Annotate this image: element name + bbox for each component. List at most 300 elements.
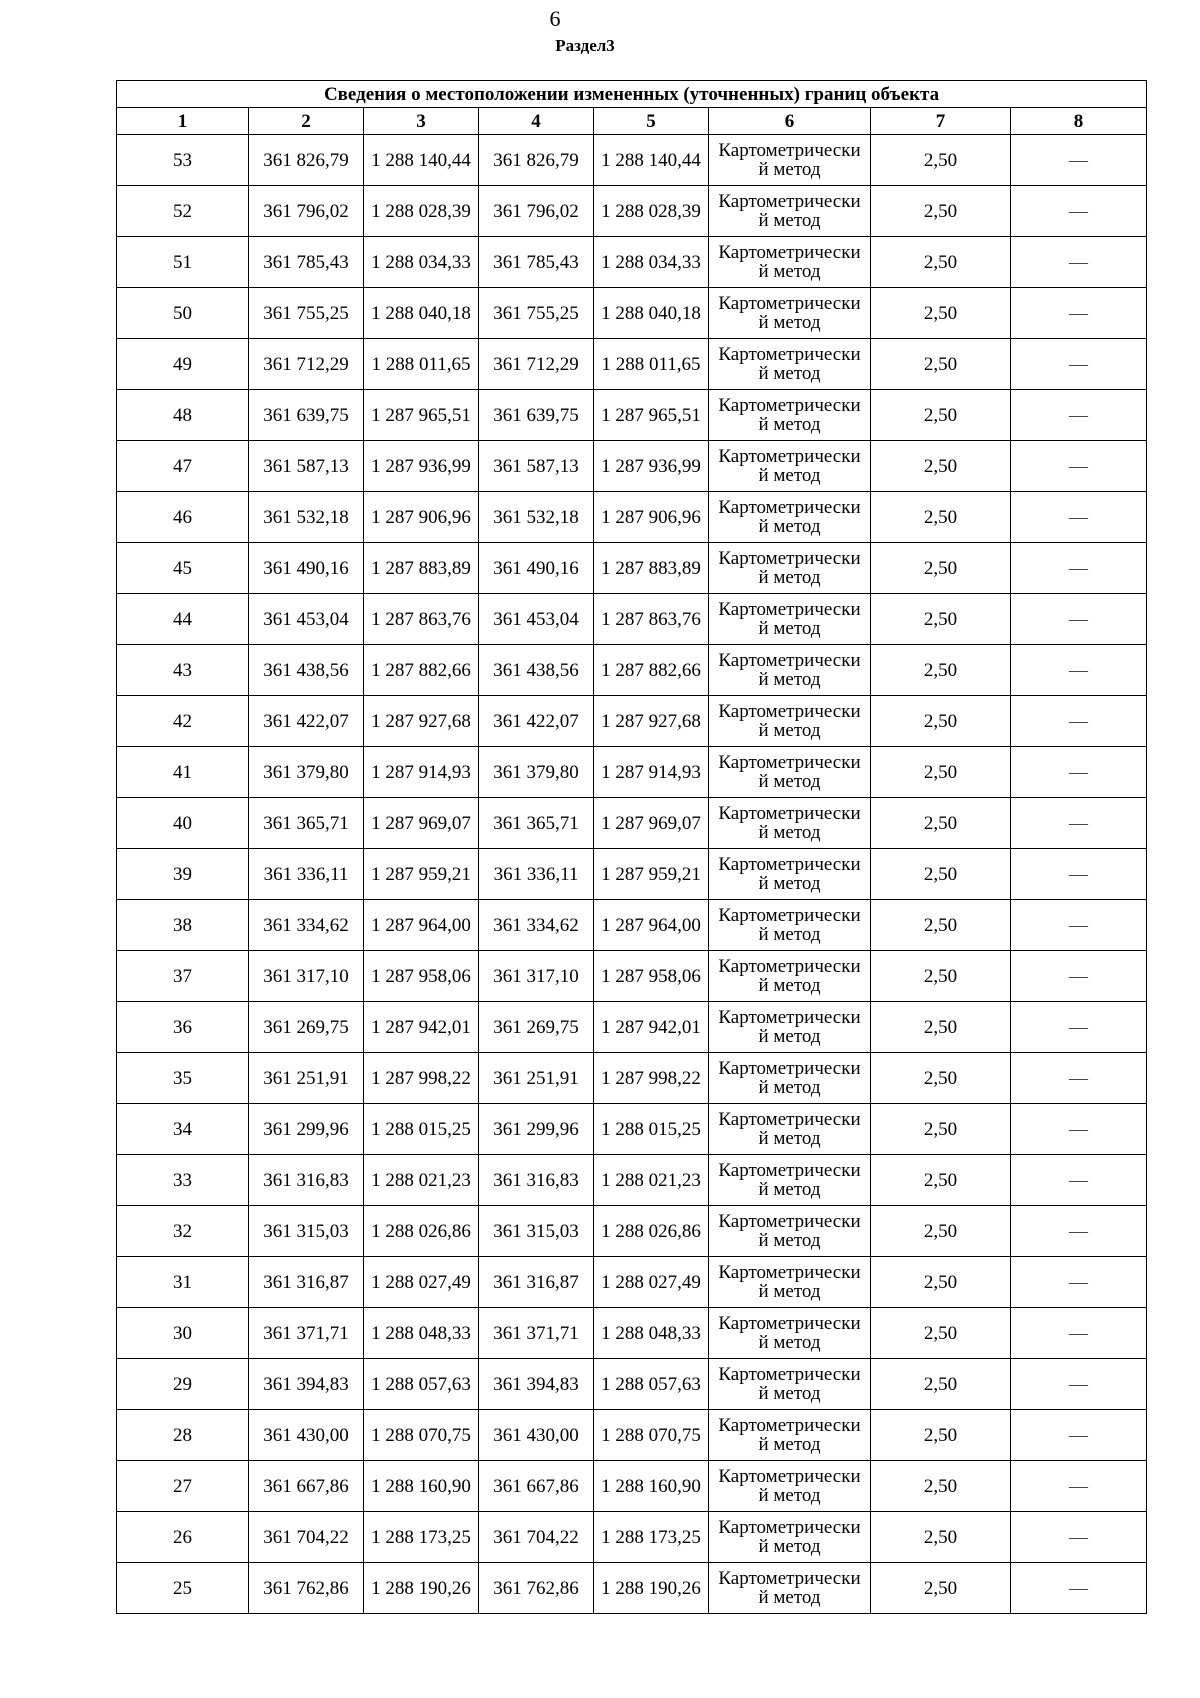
x-refined-cell: 361 796,02 xyxy=(479,186,594,237)
accuracy-cell: 2,50 xyxy=(871,1410,1011,1461)
method-cell xyxy=(709,390,871,441)
y-refined-cell: 1 288 021,23 xyxy=(594,1155,709,1206)
note-cell: — xyxy=(1011,747,1147,798)
method-line-1: Картометрически xyxy=(718,1211,861,1232)
y-existing-cell: 1 288 026,86 xyxy=(364,1206,479,1257)
point-number-cell: 36 xyxy=(117,1002,249,1053)
column-number: 4 xyxy=(479,108,594,135)
note-cell: — xyxy=(1011,288,1147,339)
note-cell: — xyxy=(1011,1359,1147,1410)
y-existing-cell: 1 288 034,33 xyxy=(364,237,479,288)
method-line-2: й метод xyxy=(758,516,821,537)
note-cell: — xyxy=(1011,543,1147,594)
method-line-2: й метод xyxy=(758,873,821,894)
accuracy-cell: 2,50 xyxy=(871,1257,1011,1308)
point-number-cell: 44 xyxy=(117,594,249,645)
column-number: 3 xyxy=(364,108,479,135)
x-existing-cell: 361 422,07 xyxy=(249,696,364,747)
table-row xyxy=(117,492,1147,543)
x-existing-cell: 361 785,43 xyxy=(249,237,364,288)
accuracy-cell: 2,50 xyxy=(871,492,1011,543)
table-caption: Сведения о местоположении измененных (уточненных) границ объекта xyxy=(117,81,1147,108)
note-cell: — xyxy=(1011,645,1147,696)
method-cell xyxy=(709,135,871,186)
column-number: 7 xyxy=(871,108,1011,135)
y-existing-cell: 1 287 958,06 xyxy=(364,951,479,1002)
accuracy-cell: 2,50 xyxy=(871,798,1011,849)
method-line-2: й метод xyxy=(758,1332,821,1353)
method-line-1: Картометрически xyxy=(718,1415,861,1436)
table-row xyxy=(117,849,1147,900)
method-line-2: й метод xyxy=(758,567,821,588)
table-row xyxy=(117,951,1147,1002)
note-cell: — xyxy=(1011,1104,1147,1155)
method-line-1: Картометрически xyxy=(718,242,861,263)
y-refined-cell: 1 287 882,66 xyxy=(594,645,709,696)
y-existing-cell: 1 288 160,90 xyxy=(364,1461,479,1512)
point-number-cell: 35 xyxy=(117,1053,249,1104)
y-refined-cell: 1 288 190,26 xyxy=(594,1563,709,1614)
method-line-2: й метод xyxy=(758,261,821,282)
method-cell xyxy=(709,594,871,645)
y-refined-cell: 1 288 057,63 xyxy=(594,1359,709,1410)
x-existing-cell: 361 453,04 xyxy=(249,594,364,645)
method-line-2: й метод xyxy=(758,465,821,486)
method-line-2: й метод xyxy=(758,975,821,996)
x-refined-cell: 361 269,75 xyxy=(479,1002,594,1053)
x-refined-cell: 361 422,07 xyxy=(479,696,594,747)
y-existing-cell: 1 287 969,07 xyxy=(364,798,479,849)
table-row xyxy=(117,1206,1147,1257)
y-existing-cell: 1 287 883,89 xyxy=(364,543,479,594)
point-number-cell: 42 xyxy=(117,696,249,747)
method-cell xyxy=(709,1104,871,1155)
table-row xyxy=(117,543,1147,594)
method-line-1: Картометрически xyxy=(718,599,861,620)
y-existing-cell: 1 287 882,66 xyxy=(364,645,479,696)
note-cell: — xyxy=(1011,390,1147,441)
x-existing-cell: 361 762,86 xyxy=(249,1563,364,1614)
x-refined-cell: 361 639,75 xyxy=(479,390,594,441)
method-cell xyxy=(709,441,871,492)
accuracy-cell: 2,50 xyxy=(871,1002,1011,1053)
accuracy-cell: 2,50 xyxy=(871,339,1011,390)
method-line-2: й метод xyxy=(758,1485,821,1506)
method-line-1: Картометрически xyxy=(718,1109,861,1130)
point-number-cell: 28 xyxy=(117,1410,249,1461)
accuracy-cell: 2,50 xyxy=(871,1308,1011,1359)
method-line-1: Картометрически xyxy=(718,1262,861,1283)
y-refined-cell: 1 287 863,76 xyxy=(594,594,709,645)
accuracy-cell: 2,50 xyxy=(871,1053,1011,1104)
table-row xyxy=(117,135,1147,186)
y-refined-cell: 1 288 160,90 xyxy=(594,1461,709,1512)
y-refined-cell: 1 287 883,89 xyxy=(594,543,709,594)
method-cell xyxy=(709,645,871,696)
note-cell: — xyxy=(1011,951,1147,1002)
x-refined-cell: 361 299,96 xyxy=(479,1104,594,1155)
x-refined-cell: 361 317,10 xyxy=(479,951,594,1002)
x-refined-cell: 361 453,04 xyxy=(479,594,594,645)
y-existing-cell: 1 288 027,49 xyxy=(364,1257,479,1308)
table-row xyxy=(117,1410,1147,1461)
method-cell xyxy=(709,849,871,900)
x-existing-cell: 361 316,87 xyxy=(249,1257,364,1308)
x-refined-cell: 361 704,22 xyxy=(479,1512,594,1563)
accuracy-cell: 2,50 xyxy=(871,186,1011,237)
y-refined-cell: 1 287 964,00 xyxy=(594,900,709,951)
x-existing-cell: 361 430,00 xyxy=(249,1410,364,1461)
y-refined-cell: 1 288 015,25 xyxy=(594,1104,709,1155)
table-row xyxy=(117,390,1147,441)
y-refined-cell: 1 287 927,68 xyxy=(594,696,709,747)
y-existing-cell: 1 288 040,18 xyxy=(364,288,479,339)
point-number-cell: 37 xyxy=(117,951,249,1002)
x-existing-cell: 361 365,71 xyxy=(249,798,364,849)
table-row xyxy=(117,288,1147,339)
table-row xyxy=(117,1359,1147,1410)
y-refined-cell: 1 288 027,49 xyxy=(594,1257,709,1308)
table-row xyxy=(117,645,1147,696)
x-existing-cell: 361 371,71 xyxy=(249,1308,364,1359)
y-refined-cell: 1 287 965,51 xyxy=(594,390,709,441)
x-refined-cell: 361 587,13 xyxy=(479,441,594,492)
x-existing-cell: 361 336,11 xyxy=(249,849,364,900)
method-line-1: Картометрически xyxy=(718,650,861,671)
y-existing-cell: 1 287 906,96 xyxy=(364,492,479,543)
note-cell: — xyxy=(1011,1053,1147,1104)
method-line-1: Картометрически xyxy=(718,1007,861,1028)
note-cell: — xyxy=(1011,798,1147,849)
accuracy-cell: 2,50 xyxy=(871,645,1011,696)
method-cell xyxy=(709,747,871,798)
y-refined-cell: 1 288 040,18 xyxy=(594,288,709,339)
table-row xyxy=(117,1155,1147,1206)
point-number-cell: 30 xyxy=(117,1308,249,1359)
method-cell xyxy=(709,1410,871,1461)
table-row xyxy=(117,798,1147,849)
point-number-cell: 25 xyxy=(117,1563,249,1614)
column-number: 5 xyxy=(594,108,709,135)
accuracy-cell: 2,50 xyxy=(871,1512,1011,1563)
method-cell xyxy=(709,1002,871,1053)
method-line-2: й метод xyxy=(758,1179,821,1200)
x-refined-cell: 361 251,91 xyxy=(479,1053,594,1104)
y-existing-cell: 1 287 964,00 xyxy=(364,900,479,951)
x-existing-cell: 361 796,02 xyxy=(249,186,364,237)
point-number-cell: 41 xyxy=(117,747,249,798)
point-number-cell: 40 xyxy=(117,798,249,849)
note-cell: — xyxy=(1011,339,1147,390)
x-existing-cell: 361 667,86 xyxy=(249,1461,364,1512)
y-existing-cell: 1 287 959,21 xyxy=(364,849,479,900)
table-row xyxy=(117,1308,1147,1359)
y-existing-cell: 1 287 914,93 xyxy=(364,747,479,798)
x-refined-cell: 361 379,80 xyxy=(479,747,594,798)
y-existing-cell: 1 288 057,63 xyxy=(364,1359,479,1410)
method-cell xyxy=(709,1257,871,1308)
note-cell: — xyxy=(1011,849,1147,900)
method-line-1: Картометрически xyxy=(718,497,861,518)
method-line-1: Картометрически xyxy=(718,395,861,416)
x-refined-cell: 361 438,56 xyxy=(479,645,594,696)
method-cell xyxy=(709,1155,871,1206)
x-existing-cell: 361 712,29 xyxy=(249,339,364,390)
accuracy-cell: 2,50 xyxy=(871,135,1011,186)
x-existing-cell: 361 490,16 xyxy=(249,543,364,594)
x-existing-cell: 361 316,83 xyxy=(249,1155,364,1206)
method-line-1: Картометрически xyxy=(718,1364,861,1385)
y-refined-cell: 1 288 034,33 xyxy=(594,237,709,288)
column-number-row xyxy=(117,108,1147,135)
point-number-cell: 51 xyxy=(117,237,249,288)
method-line-1: Картометрически xyxy=(718,752,861,773)
x-existing-cell: 361 587,13 xyxy=(249,441,364,492)
point-number-cell: 32 xyxy=(117,1206,249,1257)
method-cell xyxy=(709,186,871,237)
method-cell xyxy=(709,288,871,339)
method-line-2: й метод xyxy=(758,1587,821,1608)
point-number-cell: 27 xyxy=(117,1461,249,1512)
x-refined-cell: 361 316,83 xyxy=(479,1155,594,1206)
note-cell: — xyxy=(1011,900,1147,951)
y-refined-cell: 1 287 936,99 xyxy=(594,441,709,492)
table-row xyxy=(117,1257,1147,1308)
method-cell xyxy=(709,1359,871,1410)
method-line-1: Картометрически xyxy=(718,803,861,824)
point-number-cell: 46 xyxy=(117,492,249,543)
method-cell xyxy=(709,1053,871,1104)
y-existing-cell: 1 288 021,23 xyxy=(364,1155,479,1206)
table-row xyxy=(117,900,1147,951)
note-cell: — xyxy=(1011,696,1147,747)
table-row xyxy=(117,339,1147,390)
x-refined-cell: 361 315,03 xyxy=(479,1206,594,1257)
accuracy-cell: 2,50 xyxy=(871,900,1011,951)
note-cell: — xyxy=(1011,441,1147,492)
column-number: 2 xyxy=(249,108,364,135)
section-title: Раздел3 xyxy=(555,36,615,55)
y-refined-cell: 1 287 958,06 xyxy=(594,951,709,1002)
y-refined-cell: 1 287 998,22 xyxy=(594,1053,709,1104)
method-line-1: Картометрически xyxy=(718,956,861,977)
note-cell: — xyxy=(1011,1257,1147,1308)
method-line-1: Картометрически xyxy=(718,548,861,569)
method-line-2: й метод xyxy=(758,720,821,741)
y-refined-cell: 1 287 942,01 xyxy=(594,1002,709,1053)
x-refined-cell: 361 490,16 xyxy=(479,543,594,594)
y-existing-cell: 1 287 936,99 xyxy=(364,441,479,492)
point-number-cell: 33 xyxy=(117,1155,249,1206)
x-existing-cell: 361 315,03 xyxy=(249,1206,364,1257)
note-cell: — xyxy=(1011,1206,1147,1257)
method-line-2: й метод xyxy=(758,1230,821,1251)
x-refined-cell: 361 365,71 xyxy=(479,798,594,849)
x-existing-cell: 361 317,10 xyxy=(249,951,364,1002)
method-line-2: й метод xyxy=(758,363,821,384)
accuracy-cell: 2,50 xyxy=(871,288,1011,339)
accuracy-cell: 2,50 xyxy=(871,543,1011,594)
method-line-2: й метод xyxy=(758,1383,821,1404)
point-number-cell: 26 xyxy=(117,1512,249,1563)
table-row xyxy=(117,1104,1147,1155)
y-refined-cell: 1 288 011,65 xyxy=(594,339,709,390)
point-number-cell: 39 xyxy=(117,849,249,900)
method-line-1: Картометрически xyxy=(718,191,861,212)
table-row xyxy=(117,696,1147,747)
accuracy-cell: 2,50 xyxy=(871,1206,1011,1257)
method-cell xyxy=(709,1563,871,1614)
table-row xyxy=(117,237,1147,288)
accuracy-cell: 2,50 xyxy=(871,594,1011,645)
method-line-2: й метод xyxy=(758,414,821,435)
point-number-cell: 49 xyxy=(117,339,249,390)
accuracy-cell: 2,50 xyxy=(871,849,1011,900)
y-existing-cell: 1 287 942,01 xyxy=(364,1002,479,1053)
note-cell: — xyxy=(1011,1002,1147,1053)
note-cell: — xyxy=(1011,594,1147,645)
method-line-2: й метод xyxy=(758,312,821,333)
method-line-2: й метод xyxy=(758,1026,821,1047)
table-row xyxy=(117,1002,1147,1053)
x-refined-cell: 361 755,25 xyxy=(479,288,594,339)
method-line-2: й метод xyxy=(758,1536,821,1557)
x-refined-cell: 361 394,83 xyxy=(479,1359,594,1410)
point-number-cell: 43 xyxy=(117,645,249,696)
y-refined-cell: 1 287 914,93 xyxy=(594,747,709,798)
y-existing-cell: 1 288 015,25 xyxy=(364,1104,479,1155)
x-refined-cell: 361 667,86 xyxy=(479,1461,594,1512)
method-line-1: Картометрически xyxy=(718,344,861,365)
note-cell: — xyxy=(1011,1155,1147,1206)
x-existing-cell: 361 639,75 xyxy=(249,390,364,441)
note-cell: — xyxy=(1011,1308,1147,1359)
method-cell xyxy=(709,951,871,1002)
table-row xyxy=(117,747,1147,798)
note-cell: — xyxy=(1011,492,1147,543)
y-refined-cell: 1 288 140,44 xyxy=(594,135,709,186)
method-cell xyxy=(709,798,871,849)
x-refined-cell: 361 826,79 xyxy=(479,135,594,186)
x-refined-cell: 361 371,71 xyxy=(479,1308,594,1359)
point-number-cell: 47 xyxy=(117,441,249,492)
y-refined-cell: 1 287 969,07 xyxy=(594,798,709,849)
x-existing-cell: 361 269,75 xyxy=(249,1002,364,1053)
accuracy-cell: 2,50 xyxy=(871,1563,1011,1614)
x-existing-cell: 361 334,62 xyxy=(249,900,364,951)
note-cell: — xyxy=(1011,186,1147,237)
accuracy-cell: 2,50 xyxy=(871,1359,1011,1410)
y-existing-cell: 1 288 140,44 xyxy=(364,135,479,186)
y-existing-cell: 1 288 011,65 xyxy=(364,339,479,390)
x-refined-cell: 361 316,87 xyxy=(479,1257,594,1308)
point-number-cell: 45 xyxy=(117,543,249,594)
y-refined-cell: 1 287 959,21 xyxy=(594,849,709,900)
note-cell: — xyxy=(1011,1563,1147,1614)
x-existing-cell: 361 394,83 xyxy=(249,1359,364,1410)
method-cell xyxy=(709,1206,871,1257)
method-line-2: й метод xyxy=(758,618,821,639)
method-line-2: й метод xyxy=(758,669,821,690)
y-refined-cell: 1 288 026,86 xyxy=(594,1206,709,1257)
accuracy-cell: 2,50 xyxy=(871,390,1011,441)
method-line-1: Картометрически xyxy=(718,446,861,467)
y-existing-cell: 1 287 998,22 xyxy=(364,1053,479,1104)
accuracy-cell: 2,50 xyxy=(871,1104,1011,1155)
point-number-cell: 52 xyxy=(117,186,249,237)
column-number: 1 xyxy=(117,108,249,135)
method-cell xyxy=(709,1512,871,1563)
table-body xyxy=(117,135,1147,1614)
y-existing-cell: 1 288 048,33 xyxy=(364,1308,479,1359)
column-number: 6 xyxy=(709,108,871,135)
column-number: 8 xyxy=(1011,108,1147,135)
note-cell: — xyxy=(1011,1512,1147,1563)
note-cell: — xyxy=(1011,1410,1147,1461)
table-row xyxy=(117,1563,1147,1614)
x-existing-cell: 361 532,18 xyxy=(249,492,364,543)
method-line-1: Картометрически xyxy=(718,1160,861,1181)
y-existing-cell: 1 288 028,39 xyxy=(364,186,479,237)
y-existing-cell: 1 288 190,26 xyxy=(364,1563,479,1614)
y-existing-cell: 1 287 965,51 xyxy=(364,390,479,441)
x-refined-cell: 361 762,86 xyxy=(479,1563,594,1614)
y-refined-cell: 1 288 048,33 xyxy=(594,1308,709,1359)
note-cell: — xyxy=(1011,237,1147,288)
method-cell xyxy=(709,339,871,390)
accuracy-cell: 2,50 xyxy=(871,747,1011,798)
method-line-1: Картометрически xyxy=(718,1517,861,1538)
table-row xyxy=(117,441,1147,492)
method-line-1: Картометрически xyxy=(718,1058,861,1079)
x-existing-cell: 361 438,56 xyxy=(249,645,364,696)
y-refined-cell: 1 288 173,25 xyxy=(594,1512,709,1563)
table-row xyxy=(117,594,1147,645)
y-refined-cell: 1 288 070,75 xyxy=(594,1410,709,1461)
x-refined-cell: 361 430,00 xyxy=(479,1410,594,1461)
method-line-2: й метод xyxy=(758,1281,821,1302)
x-existing-cell: 361 826,79 xyxy=(249,135,364,186)
point-number-cell: 50 xyxy=(117,288,249,339)
method-cell xyxy=(709,696,871,747)
table-row xyxy=(117,1053,1147,1104)
accuracy-cell: 2,50 xyxy=(871,237,1011,288)
x-existing-cell: 361 251,91 xyxy=(249,1053,364,1104)
method-line-2: й метод xyxy=(758,1077,821,1098)
point-number-cell: 31 xyxy=(117,1257,249,1308)
accuracy-cell: 2,50 xyxy=(871,441,1011,492)
y-existing-cell: 1 287 927,68 xyxy=(364,696,479,747)
y-existing-cell: 1 287 863,76 xyxy=(364,594,479,645)
method-line-1: Картометрически xyxy=(718,854,861,875)
method-cell xyxy=(709,492,871,543)
note-cell: — xyxy=(1011,1461,1147,1512)
method-cell xyxy=(709,1461,871,1512)
method-cell xyxy=(709,1308,871,1359)
accuracy-cell: 2,50 xyxy=(871,951,1011,1002)
method-cell xyxy=(709,543,871,594)
y-refined-cell: 1 287 906,96 xyxy=(594,492,709,543)
point-number-cell: 48 xyxy=(117,390,249,441)
method-line-2: й метод xyxy=(758,1128,821,1149)
x-refined-cell: 361 334,62 xyxy=(479,900,594,951)
method-cell xyxy=(709,900,871,951)
method-cell xyxy=(709,237,871,288)
page-number: 6 xyxy=(549,6,561,31)
table-row xyxy=(117,1512,1147,1563)
x-refined-cell: 361 712,29 xyxy=(479,339,594,390)
x-existing-cell: 361 755,25 xyxy=(249,288,364,339)
